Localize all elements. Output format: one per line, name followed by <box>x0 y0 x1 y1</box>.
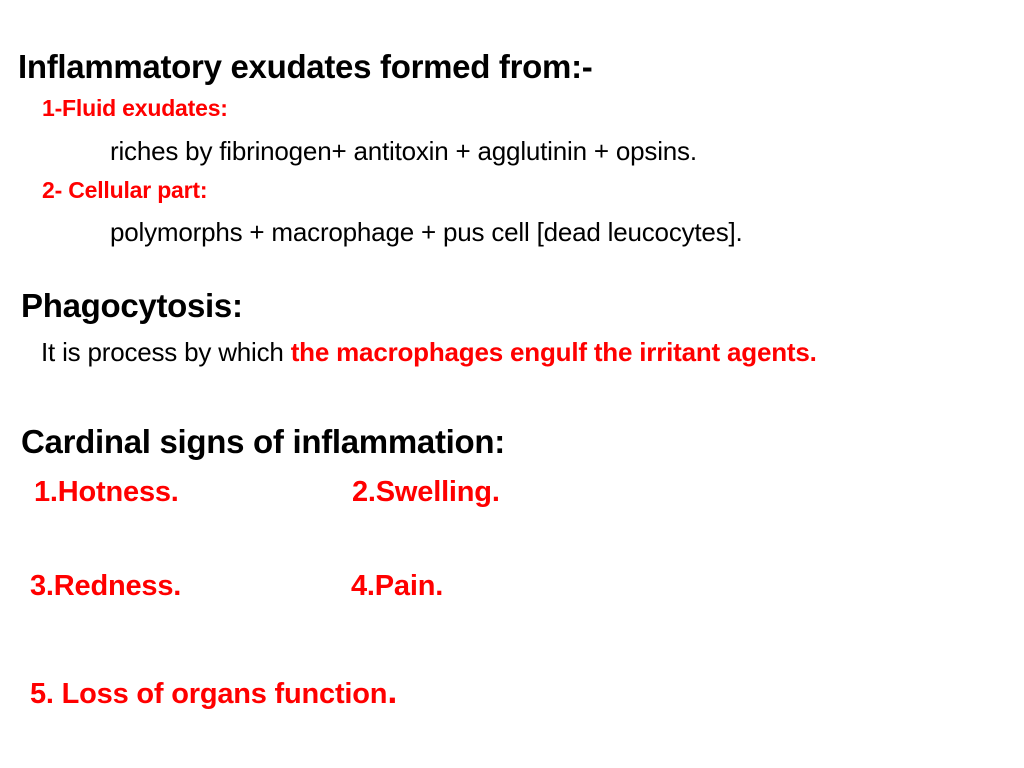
sign-pain: 4.Pain. <box>351 570 444 602</box>
sign-hotness: 1.Hotness. <box>34 476 179 508</box>
phagocytosis-text-prefix: It is process by which <box>41 337 291 367</box>
sign-loss-of-function <box>30 670 398 711</box>
cellular-part-text: polymorphs + macrophage + pus cell [dead leucocytes]. <box>110 217 743 247</box>
exudates-heading: Inflammatory exudates formed from:- <box>18 48 593 85</box>
fluid-exudates-text: riches by fibrinogen+ antitoxin + agglutinin + opsins. <box>110 136 697 166</box>
phagocytosis-heading: Phagocytosis: <box>21 287 243 324</box>
phagocytosis-text-emphasis: the macrophages engulf the irritant agents. <box>290 337 817 367</box>
sign-swelling: 2.Swelling. <box>352 476 500 508</box>
cardinal-signs-heading: Cardinal signs of inflammation: <box>21 423 505 460</box>
sign-redness: 3.Redness. <box>30 570 182 602</box>
fluid-exudates-label: 1-Fluid exudates: <box>42 95 228 121</box>
sign-loss-of-function-text: 5. Loss of organs function <box>30 678 388 710</box>
sign-loss-of-function-period: . <box>387 670 398 711</box>
phagocytosis-definition <box>41 339 817 365</box>
cellular-part-label: 2- Cellular part: <box>42 177 208 203</box>
